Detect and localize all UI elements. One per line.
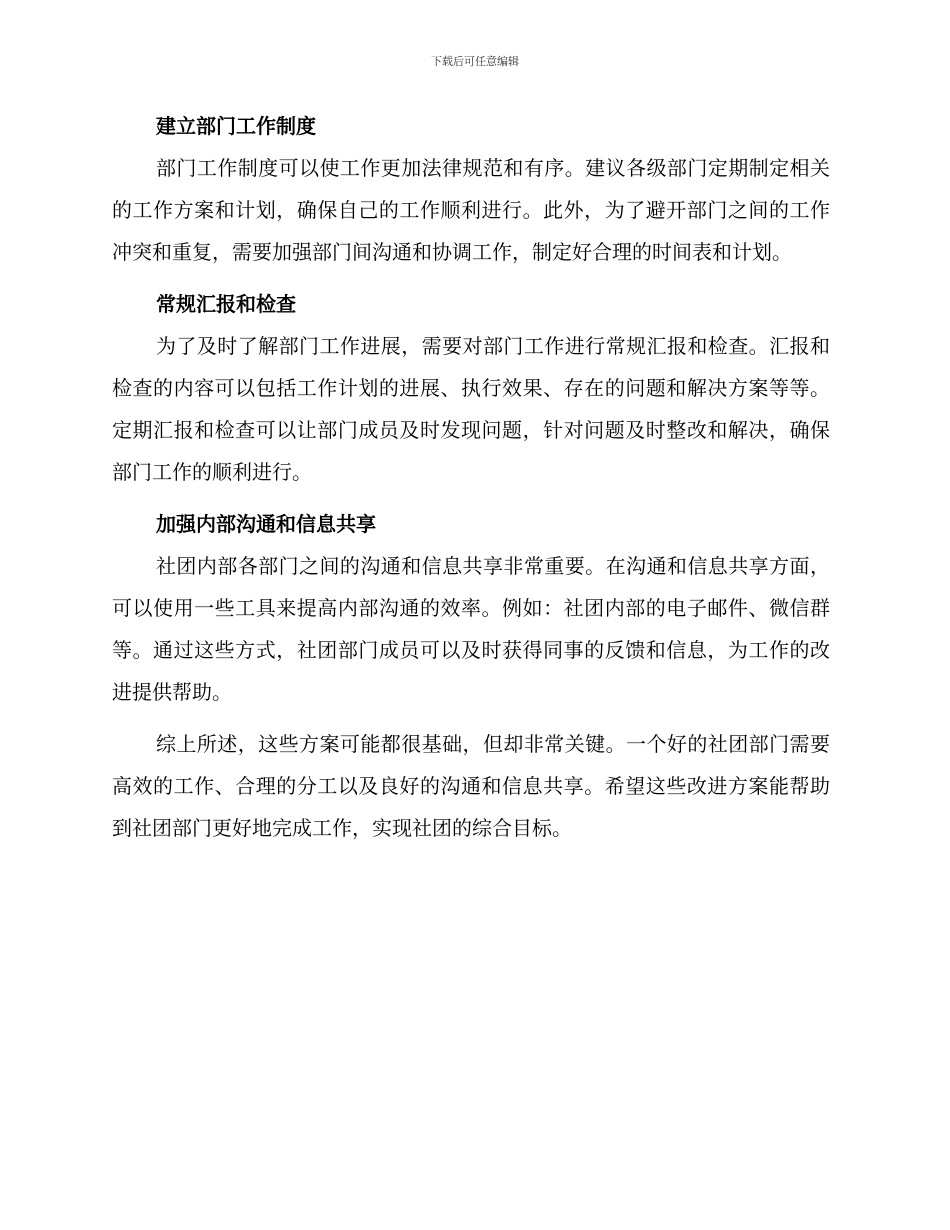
section-paragraph-department-rules: 部门工作制度可以使工作更加法律规范和有序。建议各级部门定期制定相关的工作方案和计划，确保自己的工作顺利进行。此外，为了避开部门之间的工作冲突和重复，需要加强部门间沟通和协调工作，制定好合理的时间表和计划。	[112, 156, 830, 264]
conclusion-paragraph: 综上所述，这些方案可能都很基础，但却非常关键。一个好的社团部门需要高效的工作、合理的分工以及良好的沟通和信息共享。希望这些改进方案能帮助到社团部门更好地完成工作，实现社团的综合目标。	[112, 732, 830, 840]
document-body	[112, 105, 830, 859]
section-paragraph-internal-communication: 社团内部各部门之间的沟通和信息共享非常重要。在沟通和信息共享方面，可以使用一些工具来提高内部沟通的效率。例如：社团内部的电子邮件、微信群等。通过这些方式，社团部门成员可以及时获得同事的反馈和信息，为工作的改进提供帮助。	[112, 554, 830, 704]
section-heading-reporting-inspection: 常规汇报和检查	[156, 292, 296, 316]
section-heading-department-rules: 建立部门工作制度	[156, 114, 316, 138]
page-header-note: 下载后可任意编辑	[431, 55, 519, 68]
section-paragraph-reporting-inspection: 为了及时了解部门工作进展，需要对部门工作进行常规汇报和检查。汇报和检查的内容可以包括工作计划的进展、执行效果、存在的问题和解决方案等等。定期汇报和检查可以让部门成员及时发现问题，针对问题及时整改和解决，确保部门工作的顺利进行。	[112, 334, 830, 484]
section-heading-internal-communication: 加强内部沟通和信息共享	[156, 512, 376, 536]
